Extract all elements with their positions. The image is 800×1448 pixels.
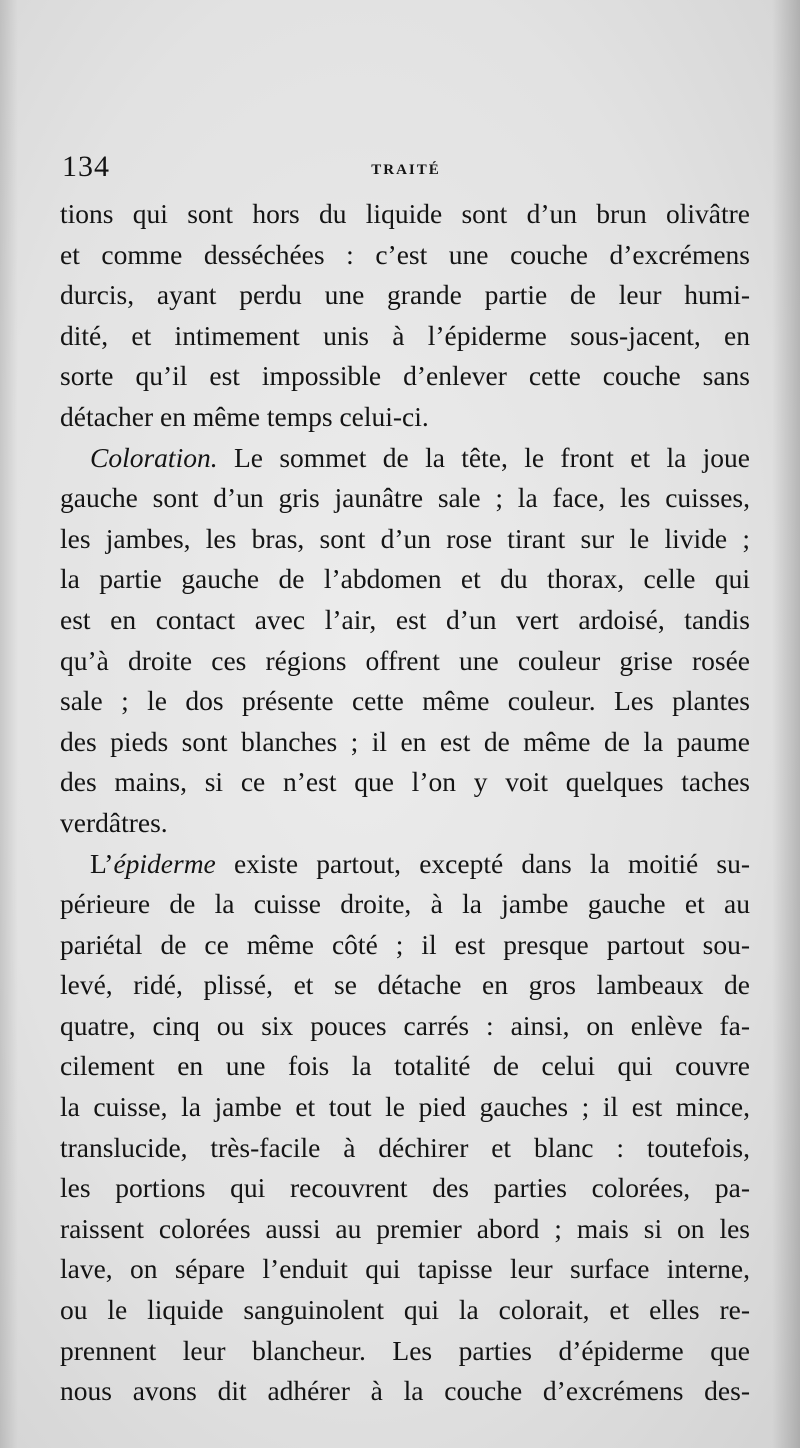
page-gutter-shadow: [772, 0, 800, 1448]
text-line: périeure de la cuisse droite, à la jambe gauche et au: [60, 888, 750, 920]
paragraph: [60, 194, 750, 438]
text-line: qu’à droite ces régions offrent une couleur grise rosée: [60, 644, 750, 676]
section-lead-italic: Coloration.: [90, 441, 218, 473]
text-line: ou le liquide sanguinolent qui la colorait, et elles re-: [60, 1294, 750, 1326]
text-line: la partie gauche de l’abdomen et du thorax, celle qui: [60, 563, 750, 595]
text-fragment: existe partout, excepté dans la moitié su-: [215, 847, 750, 879]
running-head: TRAITÉ: [371, 162, 441, 178]
text-line: lave, on sépare l’enduit qui tapisse leur surface interne,: [60, 1253, 750, 1285]
text-line: des mains, si ce n’est que l’on y voit quelques taches: [60, 766, 750, 798]
text-line: nous avons dit adhérer à la couche d’excrémens des-: [60, 1375, 750, 1407]
text-line: levé, ridé, plissé, et se détache en gros lambeaux de: [60, 969, 750, 1001]
text-line: cilement en une fois la totalité de celui qui couvre: [60, 1050, 750, 1082]
page-left-edge: [0, 0, 18, 1448]
text-line: translucide, très-facile à déchirer et blanc : toutefois,: [60, 1131, 750, 1163]
section-lead-italic: épiderme: [113, 847, 216, 879]
text-line: [60, 438, 750, 479]
text-line: gauche sont d’un gris jaunâtre sale ; la face, les cuisses,: [60, 482, 750, 514]
text-line: et comme desséchées : c’est une couche d’excrémens: [60, 238, 750, 270]
text-line: sorte qu’il est impossible d’enlever cette couche sans: [60, 360, 750, 392]
text-line: est en contact avec l’air, est d’un vert ardoisé, tandis: [60, 603, 750, 635]
text-line: les portions qui recouvrent des parties colorées, pa-: [60, 1172, 750, 1204]
text-line: pariétal de ce même côté ; il est presque partout sou-: [60, 928, 750, 960]
text-fragment: Le sommet de la tête, le front et la joue: [217, 441, 750, 473]
text-line: verdâtres.: [60, 806, 168, 838]
body-text: [60, 194, 750, 1412]
paragraph: [60, 844, 750, 1412]
text-line: raissent colorées aussi au premier abord ; mais si on les: [60, 1212, 750, 1244]
text-line: sale ; le dos présente cette même couleur. Les plantes: [60, 685, 750, 717]
page-number: 134: [62, 150, 110, 183]
text-fragment: L’: [90, 847, 114, 879]
text-line: quatre, cinq ou six pouces carrés : ainsi, on enlève fa-: [60, 1009, 750, 1041]
text-line: durcis, ayant perdu une grande partie de leur humi-: [60, 279, 750, 311]
text-line: prennent leur blancheur. Les parties d’épiderme que: [60, 1334, 750, 1366]
page-header: [62, 150, 750, 190]
text-line: la cuisse, la jambe et tout le pied gauches ; il est mince,: [60, 1091, 750, 1123]
text-line: des pieds sont blanches ; il en est de même de la paume: [60, 725, 750, 757]
text-line: [60, 844, 750, 885]
text-line: dité, et intimement unis à l’épiderme sous-jacent, en: [60, 319, 750, 351]
paragraph: [60, 438, 750, 844]
text-line: les jambes, les bras, sont d’un rose tirant sur le livide ;: [60, 522, 750, 554]
text-line: détacher en même temps celui-ci.: [60, 400, 429, 432]
text-line: tions qui sont hors du liquide sont d’un brun olivâtre: [60, 198, 750, 229]
